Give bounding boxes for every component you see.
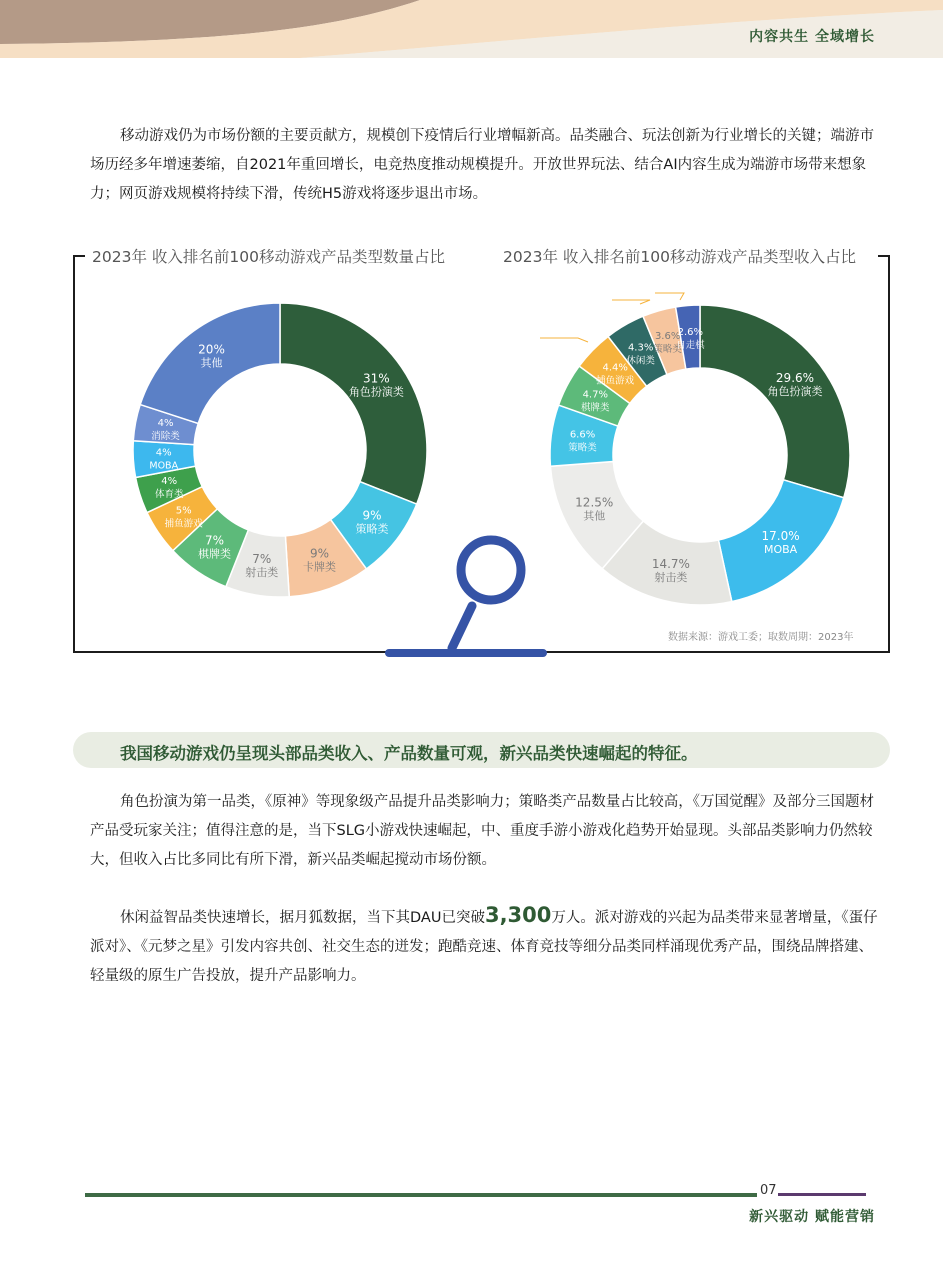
pie1-category-label-8: 策略类 (653, 343, 682, 355)
pie1-value-label-8: 3.6% (654, 330, 681, 342)
pie1-category-label-2: 射击类 (654, 570, 688, 584)
body-paragraph-2 (90, 901, 880, 991)
pie1-slice-0 (700, 305, 850, 498)
pie1-value-label-9: 2.6% (677, 326, 704, 338)
pie1-category-label-3: 其他 (583, 509, 606, 523)
magnifier-icon (389, 540, 543, 653)
pie0-value-label-0: 31% (363, 371, 390, 386)
pie0-value-label-5: 5% (175, 505, 192, 517)
pie1-value-label-6: 4.4% (602, 362, 628, 374)
pie1-value-label-1: 17.0% (761, 528, 800, 543)
pie0-category-label-2: 卡牌类 (302, 560, 336, 574)
pie1-category-label-6: 捕鱼游戏 (596, 375, 635, 387)
footer-line-purple (778, 1193, 866, 1196)
pie1-category-label-1: MOBA (763, 542, 798, 556)
pie0-value-label-9: 20% (198, 342, 225, 357)
pie1-category-label-5: 棋牌类 (581, 402, 610, 414)
pie0-value-label-3: 7% (252, 552, 272, 567)
chart-title-count: 2023年 收入排名前100移动游戏产品类型数量占比 (88, 245, 449, 267)
pie0-category-label-8: 消除类 (151, 431, 180, 443)
intro-paragraph: 移动游戏仍为市场份额的主要贡献方，规模创下疫情后行业增幅新高。品类融合、玩法创新为行业增长的关键；端游市场历经多年增速萎缩，自2021年重回增长，电竞热度推动规模提升。开放世界玩法、结合AI内容生成为端游市场带来想象力；网页游戏规模将持续下滑，传统H5游戏将逐步退出市场。 (90, 128, 874, 202)
pie0-category-label-9: 其他 (200, 356, 223, 370)
page-number: 07 (760, 1183, 777, 1198)
leader-line-2 (655, 293, 684, 300)
pie0-slice-0 (280, 303, 427, 504)
pie1-value-label-4: 6.6% (569, 429, 596, 441)
highlight-text: 我国移动游戏仍呈现头部品类收入、产品数量可观，新兴品类快速崛起的特征。 (120, 744, 698, 763)
pie0-category-label-7: MOBA (149, 460, 179, 472)
pie0-category-label-6: 体育类 (154, 489, 184, 501)
pie0-value-label-2: 9% (309, 546, 329, 561)
pie0-category-label-5: 捕鱼游戏 (164, 518, 203, 530)
pie1-value-label-5: 4.7% (582, 389, 608, 401)
pie0-category-label-4: 棋牌类 (198, 547, 232, 561)
body-paragraph-2-after: 万人。派对游戏的兴起为品类带来显著增量，《蛋仔派对》、《元梦之星》引发内容共创、社交生态的迸发；跑酷竞速、体育竞技等细分品类同样涌现优秀产品，围绕品牌搭建、轻量级的原生广告投放，提升产品影响力。 (90, 910, 878, 984)
pie0-value-label-1: 9% (362, 508, 382, 523)
pie-chart-count (133, 303, 427, 597)
pie0-category-label-3: 射击类 (245, 566, 279, 580)
pie1-value-label-3: 12.5% (575, 495, 614, 510)
pie1-category-label-9: 自走棋 (676, 339, 705, 351)
pie1-category-label-4: 策略类 (568, 442, 597, 454)
pie0-category-label-1: 策略类 (355, 522, 389, 536)
body-paragraph-2-before: 休闲益智品类快速增长，据月狐数据，当下其DAU已突破 (120, 910, 485, 926)
pie0-value-label-8: 4% (157, 418, 174, 430)
header-tag: 内容共生 全域增长 (749, 29, 875, 45)
pie0-value-label-6: 4% (161, 476, 178, 488)
pie1-category-label-7: 休闲类 (626, 355, 655, 367)
footer-tag: 新兴驱动 赋能营销 (749, 1209, 875, 1225)
dau-number: 3,300 (484, 903, 552, 927)
pie-chart-revenue (540, 293, 850, 605)
pie1-value-label-7: 4.3% (627, 342, 654, 354)
pie0-category-label-0: 角色扮演类 (348, 385, 404, 399)
chart-title-revenue: 2023年 收入排名前100移动游戏产品类型收入占比 (499, 245, 860, 267)
pie0-value-label-7: 4% (155, 447, 172, 459)
leader-line-1 (612, 300, 650, 304)
footer-line-green (85, 1193, 757, 1197)
leader-line-0 (540, 338, 588, 342)
pie1-value-label-0: 29.6% (775, 371, 815, 386)
pie1-category-label-0: 角色扮演类 (767, 385, 823, 399)
pie0-value-label-4: 7% (204, 533, 225, 548)
pie1-value-label-2: 14.7% (651, 556, 690, 571)
data-source: 数据来源：游戏工委；取数周期：2023年 (668, 632, 854, 643)
body-paragraph-1: 角色扮演为第一品类，《原神》等现象级产品提升品类影响力；策略类产品数量占比较高，《万国觉醒》及部分三国题材产品受玩家关注；值得注意的是，当下SLG小游戏快速崛起，中、重度手游小游戏化趋势开始显现。头部品类影响力仍然较大，但收入占比多同比有所下滑，新兴品类崛起搅动市场份额。 (90, 794, 874, 868)
